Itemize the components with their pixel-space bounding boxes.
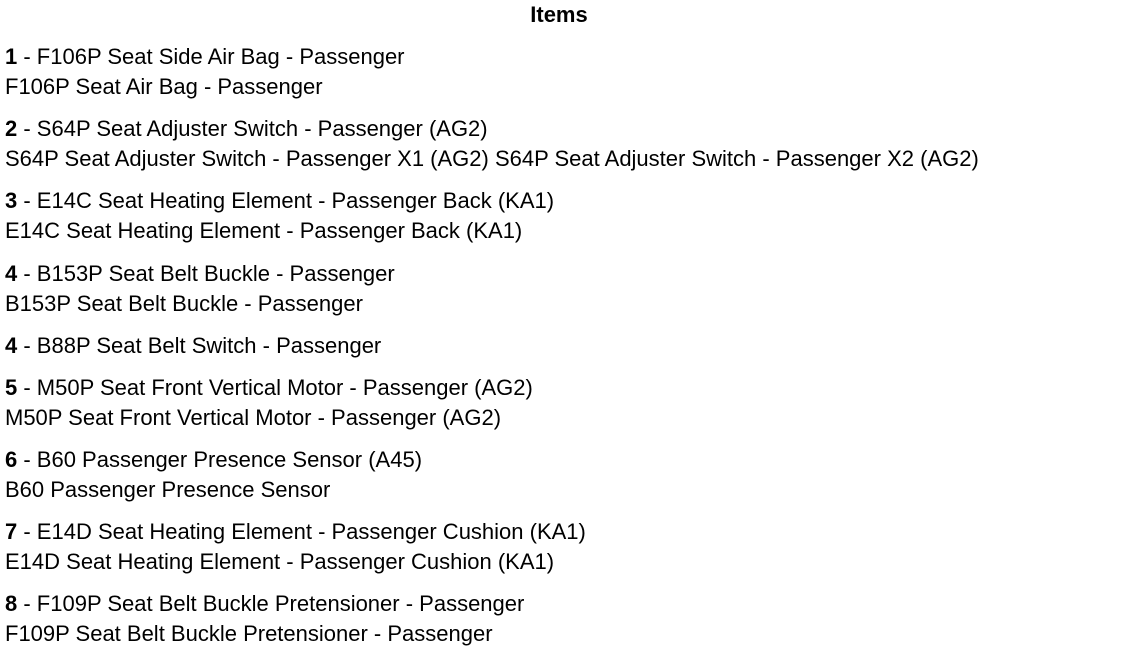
item-title-text: - B153P Seat Belt Buckle - Passenger xyxy=(17,260,395,286)
item-title xyxy=(5,331,1136,361)
list-item xyxy=(5,186,1136,258)
item-title-text: - E14D Seat Heating Element - Passenger Cushion (KA1) xyxy=(17,519,586,545)
item-number: 8 xyxy=(5,591,18,617)
item-title xyxy=(5,589,1136,619)
list-item xyxy=(5,42,1136,114)
item-title xyxy=(5,445,1136,475)
item-title-text: - M50P Seat Front Vertical Motor - Passenger (AG2) xyxy=(17,374,533,400)
items-list xyxy=(5,42,1136,662)
item-number: 5 xyxy=(5,374,18,400)
list-item xyxy=(5,259,1136,331)
list-item xyxy=(5,517,1136,589)
list-item xyxy=(5,445,1136,517)
item-title-text: - B60 Passenger Presence Sensor (A45) xyxy=(17,446,423,472)
item-title xyxy=(5,259,1136,289)
list-item xyxy=(5,589,1136,661)
item-number: 1 xyxy=(5,44,18,69)
item-subtitle: E14C Seat Heating Element - Passenger Back (KA1) xyxy=(5,218,523,244)
item-number: 3 xyxy=(5,188,18,214)
list-item xyxy=(5,114,1136,186)
item-subtitle: F109P Seat Belt Buckle Pretensioner - Passenger xyxy=(5,621,493,647)
item-title xyxy=(5,373,1136,403)
item-number: 4 xyxy=(5,332,18,358)
item-number: 2 xyxy=(5,116,18,142)
item-subtitle: F106P Seat Air Bag - Passenger xyxy=(5,74,323,99)
item-title xyxy=(5,186,1136,216)
item-title-text: - B88P Seat Belt Switch - Passenger xyxy=(17,332,382,358)
item-number: 7 xyxy=(5,519,18,545)
item-title xyxy=(5,114,1136,144)
list-item xyxy=(5,373,1136,445)
item-subtitle: S64P Seat Adjuster Switch - Passenger X1 (AG2) S64P Seat Adjuster Switch - Passenger X2 (AG2) xyxy=(5,146,979,172)
list-item xyxy=(5,331,1136,373)
item-number: 6 xyxy=(5,446,18,472)
item-title-text: - F109P Seat Belt Buckle Pretensioner - Passenger xyxy=(17,591,525,617)
item-title xyxy=(5,42,1136,72)
item-title-text: - E14C Seat Heating Element - Passenger Back (KA1) xyxy=(17,188,555,214)
item-subtitle: M50P Seat Front Vertical Motor - Passenger (AG2) xyxy=(5,404,502,430)
item-subtitle: B153P Seat Belt Buckle - Passenger xyxy=(5,290,363,316)
item-title-text: - S64P Seat Adjuster Switch - Passenger (AG2) xyxy=(17,116,488,142)
page-title: Items xyxy=(530,2,588,27)
item-subtitle: E14D Seat Heating Element - Passenger Cushion (KA1) xyxy=(5,549,555,575)
item-subtitle: B60 Passenger Presence Sensor xyxy=(5,476,331,502)
item-title-text: - F106P Seat Side Air Bag - Passenger xyxy=(17,44,405,69)
item-number: 4 xyxy=(5,260,18,286)
item-title xyxy=(5,517,1136,547)
